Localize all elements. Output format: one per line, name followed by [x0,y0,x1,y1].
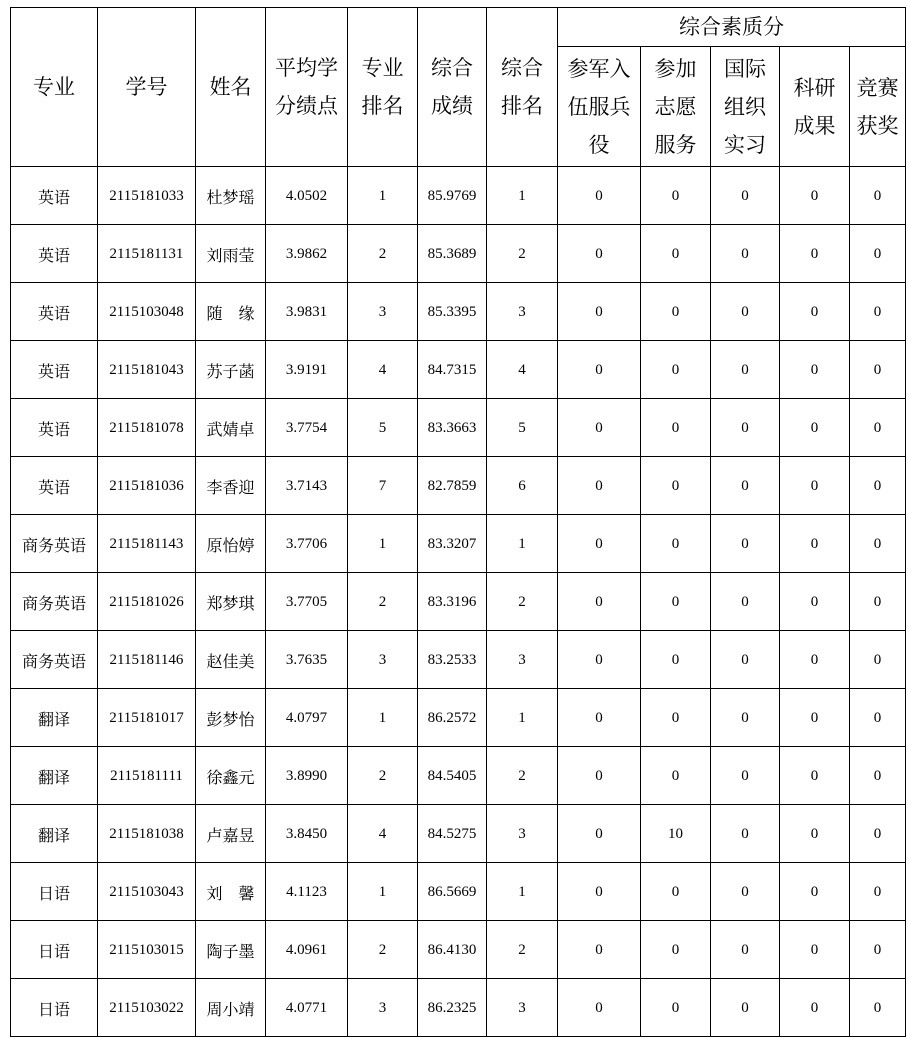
cell-student-id: 2115181033 [98,167,196,225]
cell-student-id: 2115181078 [98,399,196,457]
cell-major-rank: 1 [348,689,418,747]
header-internship: 国际 组织 实习 [711,47,780,167]
cell-major: 英语 [11,341,98,399]
cell-internship: 0 [711,747,780,805]
cell-internship: 0 [711,167,780,225]
cell-volunteer: 0 [641,341,711,399]
cell-major-rank: 1 [348,167,418,225]
cell-gpa: 3.7706 [266,515,348,573]
table-row [11,805,906,863]
cell-name: 卢嘉昱 [196,805,266,863]
cell-research: 0 [780,457,850,515]
cell-composite-rank: 4 [487,341,558,399]
header-research: 科研 成果 [780,47,850,167]
cell-gpa: 3.9191 [266,341,348,399]
cell-internship: 0 [711,805,780,863]
cell-composite-score: 85.9769 [418,167,487,225]
cell-composite-rank: 3 [487,631,558,689]
cell-major-rank: 2 [348,225,418,283]
cell-military: 0 [558,921,641,979]
cell-military: 0 [558,689,641,747]
header-quality-group: 综合素质分 [558,8,906,47]
cell-gpa: 3.8450 [266,805,348,863]
cell-student-id: 2115103043 [98,863,196,921]
cell-competition: 0 [850,457,906,515]
cell-name: 刘雨莹 [196,225,266,283]
cell-competition: 0 [850,747,906,805]
cell-competition: 0 [850,689,906,747]
table-row [11,457,906,515]
cell-composite-score: 86.2572 [418,689,487,747]
cell-competition: 0 [850,341,906,399]
cell-student-id: 2115181017 [98,689,196,747]
cell-major-rank: 2 [348,921,418,979]
cell-research: 0 [780,979,850,1037]
header-gpa: 平均学 分绩点 [266,8,348,167]
table-row [11,573,906,631]
cell-student-id: 2115181038 [98,805,196,863]
cell-composite-rank: 2 [487,921,558,979]
table-body [11,167,906,1037]
cell-research: 0 [780,225,850,283]
cell-military: 0 [558,341,641,399]
cell-major: 英语 [11,399,98,457]
cell-major-rank: 1 [348,515,418,573]
cell-composite-rank: 1 [487,863,558,921]
cell-student-id: 2115181131 [98,225,196,283]
header-major-rank: 专业 排名 [348,8,418,167]
cell-name: 陶子墨 [196,921,266,979]
cell-name: 周小靖 [196,979,266,1037]
cell-military: 0 [558,167,641,225]
cell-volunteer: 10 [641,805,711,863]
cell-gpa: 3.9831 [266,283,348,341]
cell-major: 翻译 [11,805,98,863]
cell-composite-rank: 1 [487,689,558,747]
cell-major: 商务英语 [11,573,98,631]
cell-major: 英语 [11,457,98,515]
cell-student-id: 2115181043 [98,341,196,399]
cell-major-rank: 1 [348,863,418,921]
cell-name: 武婧卓 [196,399,266,457]
cell-composite-score: 85.3395 [418,283,487,341]
cell-major-rank: 5 [348,399,418,457]
cell-research: 0 [780,341,850,399]
cell-gpa: 3.7754 [266,399,348,457]
table-row [11,399,906,457]
cell-name: 郑梦琪 [196,573,266,631]
cell-internship: 0 [711,921,780,979]
cell-competition: 0 [850,573,906,631]
cell-composite-rank: 6 [487,457,558,515]
cell-military: 0 [558,399,641,457]
cell-competition: 0 [850,283,906,341]
cell-name: 徐鑫元 [196,747,266,805]
header-volunteer: 参加 志愿 服务 [641,47,711,167]
ranking-table [10,7,906,1037]
cell-major-rank: 4 [348,805,418,863]
cell-volunteer: 0 [641,689,711,747]
cell-composite-score: 86.4130 [418,921,487,979]
cell-major: 翻译 [11,689,98,747]
cell-composite-rank: 2 [487,573,558,631]
cell-research: 0 [780,747,850,805]
cell-composite-score: 86.2325 [418,979,487,1037]
cell-gpa: 4.0961 [266,921,348,979]
cell-gpa: 4.1123 [266,863,348,921]
cell-student-id: 2115181143 [98,515,196,573]
cell-name: 刘 馨 [196,863,266,921]
table-row [11,747,906,805]
cell-military: 0 [558,805,641,863]
cell-student-id: 2115103022 [98,979,196,1037]
table-row [11,225,906,283]
cell-student-id: 2115181036 [98,457,196,515]
cell-internship: 0 [711,631,780,689]
table-row [11,167,906,225]
cell-research: 0 [780,515,850,573]
cell-name: 李香迎 [196,457,266,515]
header-row-1 [11,8,906,47]
cell-composite-rank: 3 [487,805,558,863]
cell-major: 商务英语 [11,631,98,689]
cell-competition: 0 [850,863,906,921]
cell-composite-score: 84.7315 [418,341,487,399]
cell-name: 原怡婷 [196,515,266,573]
cell-gpa: 3.7635 [266,631,348,689]
cell-military: 0 [558,283,641,341]
table-row [11,979,906,1037]
cell-military: 0 [558,631,641,689]
header-competition: 竞赛 获奖 [850,47,906,167]
cell-internship: 0 [711,283,780,341]
header-military: 参军入 伍服兵 役 [558,47,641,167]
cell-competition: 0 [850,979,906,1037]
cell-research: 0 [780,283,850,341]
cell-major: 日语 [11,863,98,921]
cell-composite-score: 84.5275 [418,805,487,863]
cell-research: 0 [780,921,850,979]
cell-military: 0 [558,573,641,631]
cell-major-rank: 2 [348,747,418,805]
cell-major: 英语 [11,167,98,225]
cell-gpa: 4.0502 [266,167,348,225]
cell-internship: 0 [711,341,780,399]
cell-major: 日语 [11,979,98,1037]
cell-composite-score: 84.5405 [418,747,487,805]
table-row [11,689,906,747]
cell-composite-score: 86.5669 [418,863,487,921]
cell-gpa: 3.7705 [266,573,348,631]
cell-composite-rank: 1 [487,167,558,225]
cell-internship: 0 [711,457,780,515]
cell-internship: 0 [711,399,780,457]
cell-internship: 0 [711,979,780,1037]
cell-internship: 0 [711,689,780,747]
cell-composite-rank: 3 [487,283,558,341]
cell-research: 0 [780,573,850,631]
cell-gpa: 3.8990 [266,747,348,805]
cell-gpa: 3.9862 [266,225,348,283]
cell-composite-rank: 1 [487,515,558,573]
cell-name: 杜梦瑶 [196,167,266,225]
cell-competition: 0 [850,399,906,457]
table-row [11,631,906,689]
cell-composite-score: 82.7859 [418,457,487,515]
cell-name: 随 缘 [196,283,266,341]
cell-research: 0 [780,631,850,689]
cell-student-id: 2115181146 [98,631,196,689]
cell-composite-rank: 3 [487,979,558,1037]
cell-composite-score: 83.3663 [418,399,487,457]
header-composite-rank: 综合 排名 [487,8,558,167]
cell-volunteer: 0 [641,515,711,573]
table-row [11,283,906,341]
table-row [11,515,906,573]
cell-gpa: 4.0771 [266,979,348,1037]
cell-student-id: 2115103048 [98,283,196,341]
header-student-id: 学号 [98,8,196,167]
cell-military: 0 [558,747,641,805]
cell-name: 苏子菡 [196,341,266,399]
cell-volunteer: 0 [641,283,711,341]
cell-major-rank: 4 [348,341,418,399]
cell-competition: 0 [850,515,906,573]
cell-major-rank: 3 [348,631,418,689]
cell-volunteer: 0 [641,863,711,921]
cell-volunteer: 0 [641,979,711,1037]
cell-volunteer: 0 [641,399,711,457]
cell-volunteer: 0 [641,573,711,631]
cell-major-rank: 2 [348,573,418,631]
cell-composite-score: 83.3207 [418,515,487,573]
cell-military: 0 [558,457,641,515]
cell-major: 商务英语 [11,515,98,573]
cell-volunteer: 0 [641,167,711,225]
cell-research: 0 [780,167,850,225]
cell-major: 翻译 [11,747,98,805]
cell-major-rank: 7 [348,457,418,515]
cell-competition: 0 [850,167,906,225]
cell-competition: 0 [850,921,906,979]
cell-gpa: 3.7143 [266,457,348,515]
cell-gpa: 4.0797 [266,689,348,747]
cell-major: 日语 [11,921,98,979]
cell-internship: 0 [711,573,780,631]
cell-internship: 0 [711,863,780,921]
cell-composite-rank: 2 [487,225,558,283]
table-row [11,921,906,979]
cell-volunteer: 0 [641,457,711,515]
cell-major: 英语 [11,225,98,283]
cell-composite-rank: 5 [487,399,558,457]
header-composite-score: 综合 成绩 [418,8,487,167]
cell-major-rank: 3 [348,979,418,1037]
header-major: 专业 [11,8,98,167]
cell-composite-score: 85.3689 [418,225,487,283]
cell-name: 彭梦怡 [196,689,266,747]
header-name: 姓名 [196,8,266,167]
cell-competition: 0 [850,225,906,283]
cell-research: 0 [780,805,850,863]
cell-student-id: 2115181111 [98,747,196,805]
cell-composite-score: 83.2533 [418,631,487,689]
cell-military: 0 [558,863,641,921]
cell-volunteer: 0 [641,631,711,689]
cell-composite-score: 83.3196 [418,573,487,631]
cell-competition: 0 [850,631,906,689]
cell-military: 0 [558,225,641,283]
cell-volunteer: 0 [641,921,711,979]
table-row [11,863,906,921]
cell-major: 英语 [11,283,98,341]
cell-name: 赵佳美 [196,631,266,689]
cell-student-id: 2115181026 [98,573,196,631]
cell-internship: 0 [711,225,780,283]
cell-composite-rank: 2 [487,747,558,805]
cell-military: 0 [558,979,641,1037]
cell-internship: 0 [711,515,780,573]
cell-student-id: 2115103015 [98,921,196,979]
cell-research: 0 [780,399,850,457]
cell-volunteer: 0 [641,225,711,283]
cell-competition: 0 [850,805,906,863]
table-row [11,341,906,399]
cell-research: 0 [780,863,850,921]
cell-military: 0 [558,515,641,573]
cell-volunteer: 0 [641,747,711,805]
cell-major-rank: 3 [348,283,418,341]
cell-research: 0 [780,689,850,747]
